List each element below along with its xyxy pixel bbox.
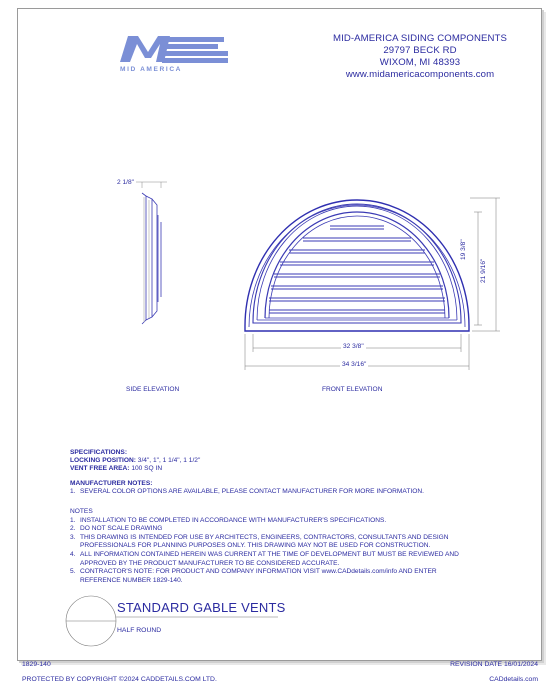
note-number xyxy=(70,577,80,586)
locking-position-value: 3/4", 1", 1 1/4", 1 1/2" xyxy=(137,457,201,465)
note-number: 5. xyxy=(70,568,76,576)
manufacturer-note-item xyxy=(70,488,500,496)
note-item xyxy=(70,577,500,586)
specifications-block xyxy=(70,449,200,474)
caddetails-brand[interactable]: CADdetails.com xyxy=(489,676,538,683)
note-number xyxy=(70,560,80,569)
note-item xyxy=(70,560,500,569)
note-item xyxy=(70,525,500,534)
company-website[interactable]: www.midamericacomponents.com xyxy=(345,69,495,80)
vent-free-area-value: 100 SQ IN xyxy=(131,465,163,473)
note-text: APPROVED BY THE PRODUCT MANUFACTURER TO BE CONSIDERED ACCURATE. xyxy=(80,559,340,567)
side-dimension-label: 2 1/8" xyxy=(117,179,135,186)
manufacturer-notes-heading: MANUFACTURER NOTES: xyxy=(70,480,153,487)
locking-position-label: LOCKING POSITION: xyxy=(70,457,136,465)
revision-date: REVISION DATE 16/01/2024 xyxy=(450,661,538,668)
vent-free-area-label: VENT FREE AREA: xyxy=(70,465,130,473)
note-item xyxy=(70,517,500,526)
note-number: 1. xyxy=(70,516,76,524)
outer-height-label: 21 9/16" xyxy=(480,258,487,283)
company-name: MID-AMERICA SIDING COMPONENTS xyxy=(333,33,507,44)
copyright-notice: PROTECTED BY COPYRIGHT ©2024 CADDETAILS.COM LTD. xyxy=(22,676,217,683)
side-elevation-label: SIDE ELEVATION xyxy=(126,386,180,393)
company-city: WIXOM, MI 48393 xyxy=(379,57,461,68)
note-text: CONTRACTOR'S NOTE: FOR PRODUCT AND COMPANY INFORMATION VISIT www.CADdetails.com/info AND ENTER xyxy=(80,568,437,576)
note-item xyxy=(70,568,500,577)
note-number: 2. xyxy=(70,525,76,533)
inner-height-label: 19 3/8" xyxy=(460,239,467,260)
manufacturer-notes xyxy=(70,480,500,497)
specs-heading: SPECIFICATIONS: xyxy=(70,449,128,456)
notes-heading: NOTES xyxy=(70,508,93,515)
front-elevation-label: FRONT ELEVATION xyxy=(322,386,383,393)
general-notes xyxy=(70,508,500,585)
side-elevation-drawing xyxy=(142,193,161,324)
note-item xyxy=(70,534,500,543)
note-number: 1. xyxy=(70,488,76,496)
company-address: 29797 BECK RD xyxy=(383,45,457,56)
note-text: SEVERAL COLOR OPTIONS ARE AVAILABLE, PLEASE CONTACT MANUFACTURER FOR MORE INFORMATION. xyxy=(80,488,424,496)
drawing-title: STANDARD GABLE VENTS xyxy=(117,600,286,615)
inner-width-label: 32 3/8" xyxy=(343,343,364,350)
note-text: REFERENCE NUMBER 1829-140. xyxy=(80,576,183,584)
note-number: 3. xyxy=(70,533,76,541)
drawing-subtitle: HALF ROUND xyxy=(117,627,162,634)
note-text: ALL INFORMATION CONTAINED HEREIN WAS CURRENT AT THE TIME OF DEVELOPMENT BUT MUST BE REVIEWED AND xyxy=(80,550,459,558)
note-number xyxy=(70,542,80,551)
note-item xyxy=(70,551,500,560)
note-item xyxy=(70,542,500,551)
note-text: PROFESSIONALS FOR PLANNING PURPOSES ONLY. THIS DRAWING MAY NOT BE USED FOR CONSTRUCTION. xyxy=(80,542,431,550)
note-text: INSTALLATION TO BE COMPLETED IN ACCORDANCE WITH MANUFACTURER'S SPECIFICATIONS. xyxy=(80,516,387,524)
logo-wordmark: MID AMERICA xyxy=(120,66,183,73)
outer-width-label: 34 3/16" xyxy=(342,361,367,368)
front-elevation-drawing xyxy=(245,200,469,331)
note-text: DO NOT SCALE DRAWING xyxy=(80,525,163,533)
reference-number: 1829-140 xyxy=(22,661,51,668)
note-number: 4. xyxy=(70,550,76,558)
note-text: THIS DRAWING IS INTENDED FOR USE BY ARCHITECTS, ENGINEERS, CONTRACTORS, CONSULTANTS AND DESIGN xyxy=(80,533,449,541)
